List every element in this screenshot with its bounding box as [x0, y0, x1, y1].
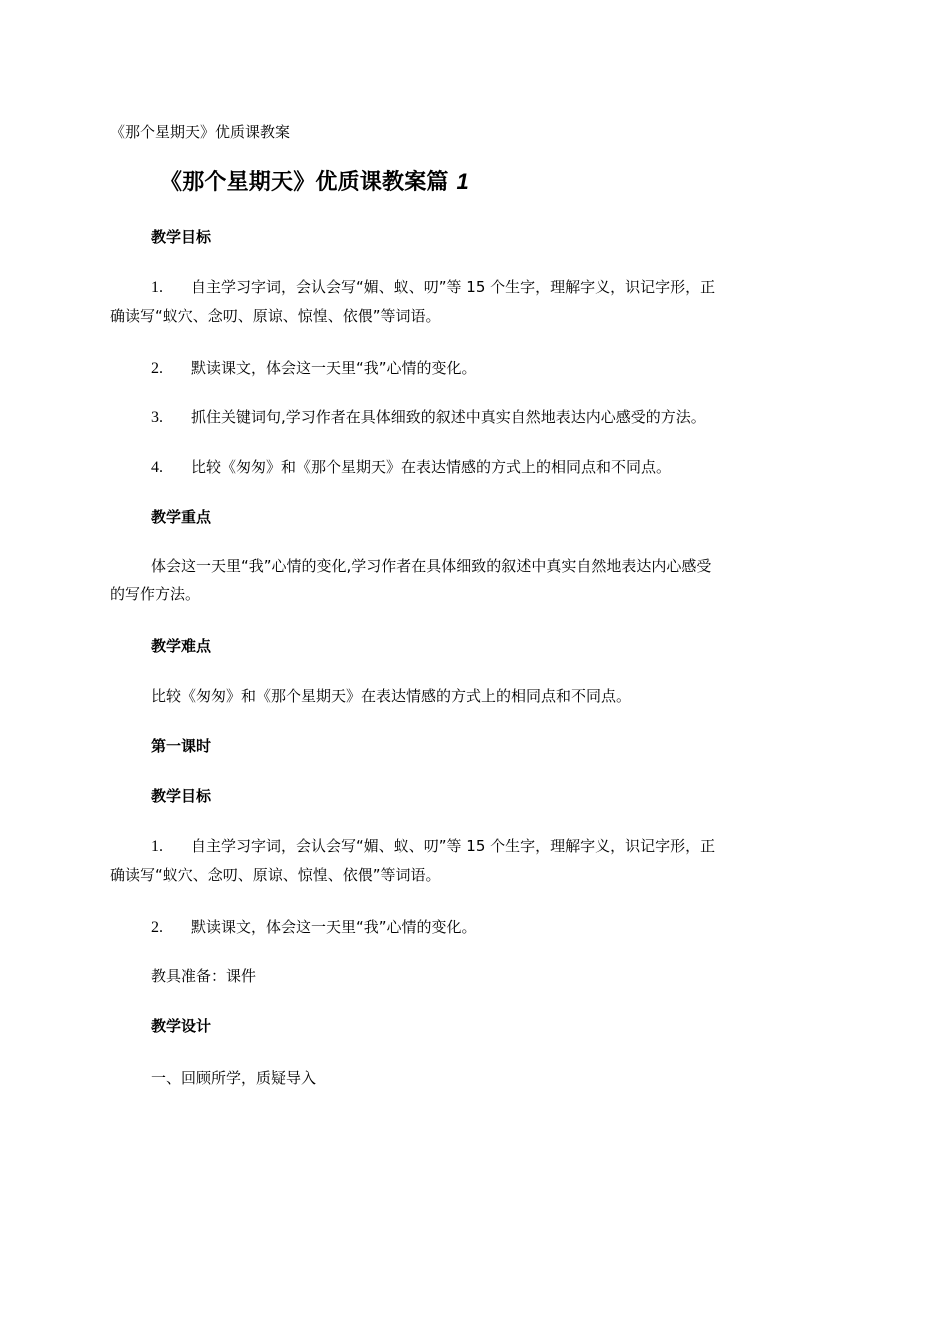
- difficulties-text: 比较《匆匆》和《那个星期天》在表达情感的方式上的相同点和不同点。: [151, 687, 632, 705]
- lesson1-goal-item-2-text: 默读课文，体会这一天里“我”心情的变化。: [191, 918, 477, 936]
- goal-item-3-text: 抓住关键词句,学习作者在具体细致的叙述中真实自然地表达内心感受的方法。: [191, 408, 706, 426]
- lesson1-goal-item-1-line1: 自主学习字词，会认会写“媚、蚁、叨”等 15 个生字，理解字义，识记字形，正: [191, 837, 716, 855]
- goal-item-3: [151, 406, 706, 429]
- goal-item-1: [110, 273, 830, 330]
- goal-item-3-number: 3.: [151, 409, 163, 426]
- key-points-paragraph: [110, 552, 830, 608]
- lesson1-goal-item-1: [110, 832, 830, 889]
- lesson1-goal-item-2: [151, 916, 477, 939]
- goal-item-2: [151, 357, 477, 380]
- goal-item-2-number: 2.: [151, 360, 163, 377]
- key-points-line1: 体会这一天里“我”心情的变化,学习作者在具体细致的叙述中真实自然地表达内心感受: [151, 557, 712, 575]
- key-points-line2: 的写作方法。: [110, 585, 201, 603]
- lesson1-goal-item-1-line2: 确读写“蚁穴、念叨、原谅、惊惶、依偎”等词语。: [110, 866, 441, 884]
- goal-item-4: [151, 456, 671, 479]
- section-heading-difficulties: 教学难点: [151, 637, 212, 655]
- goal-item-1-line1: 自主学习字词，会认会写“媚、蚁、叨”等 15 个生字，理解字义，识记字形，正: [191, 278, 716, 296]
- title-text: 《那个星期天》优质课教案篇: [160, 170, 449, 195]
- goal-item-1-number: 1.: [151, 279, 163, 296]
- lesson1-goals-heading: 教学目标: [151, 787, 212, 805]
- teaching-tools: 教具准备：课件: [151, 967, 257, 985]
- lesson1-goal-item-2-number: 2.: [151, 919, 163, 936]
- section-heading-key-points: 教学重点: [151, 508, 212, 526]
- teaching-design-heading: 教学设计: [151, 1017, 212, 1035]
- goal-item-4-text: 比较《匆匆》和《那个星期天》在表达情感的方式上的相同点和不同点。: [191, 458, 672, 476]
- document-header: 《那个星期天》优质课教案: [110, 123, 291, 141]
- section-heading-goals: 教学目标: [151, 228, 212, 246]
- lesson1-goal-item-1-number: 1.: [151, 838, 163, 855]
- title-number: 1: [456, 169, 469, 194]
- step-1-text: 一、回顾所学，质疑导入: [151, 1069, 317, 1087]
- document-title: [160, 167, 469, 198]
- goal-item-2-text: 默读课文，体会这一天里“我”心情的变化。: [191, 359, 477, 377]
- goal-item-1-line2: 确读写“蚁穴、念叨、原谅、惊惶、依偎”等词语。: [110, 307, 441, 325]
- lesson1-heading: 第一课时: [151, 737, 212, 755]
- goal-item-4-number: 4.: [151, 459, 163, 476]
